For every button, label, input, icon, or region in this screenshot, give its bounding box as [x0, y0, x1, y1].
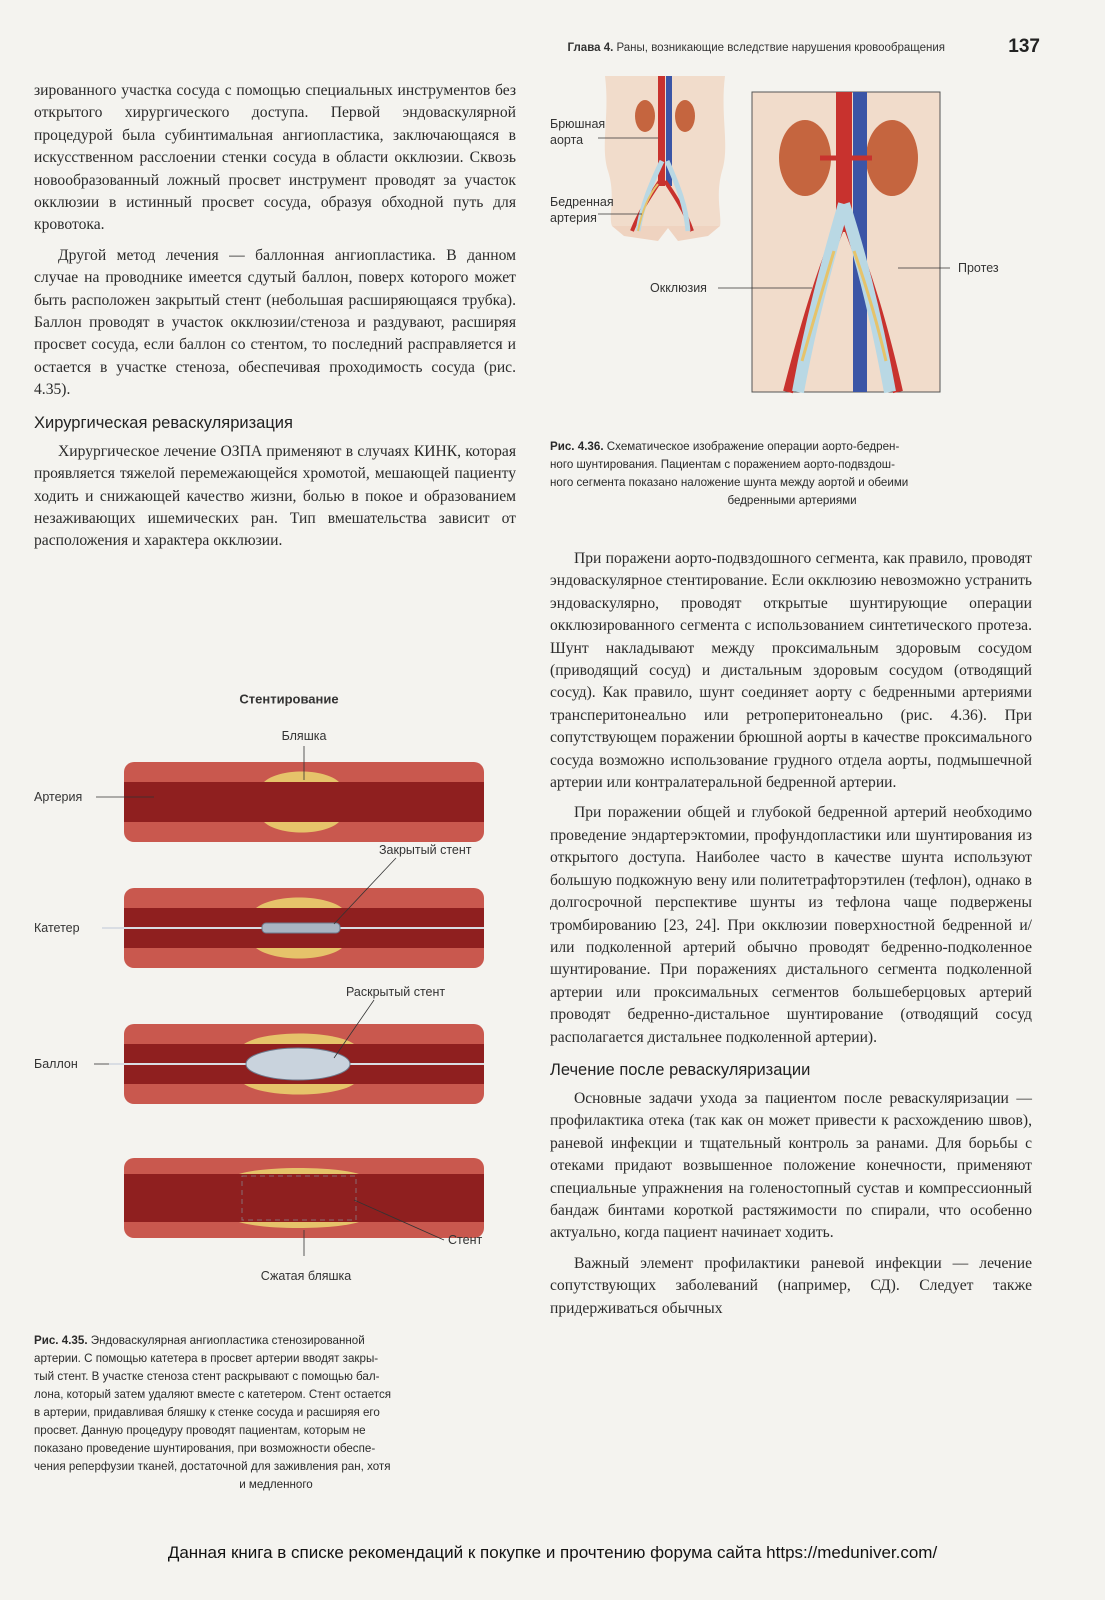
caption-4-35-line-8: чения реперфузии тканей, достаточной для заживления ран, хотя	[34, 1460, 391, 1473]
page-header	[0, 36, 1040, 66]
label-stent: Стент	[448, 1233, 483, 1247]
right-paragraph-1: При поражени аорто-подвздошного сегмента, как правило, проводят эндоваскулярное стентирование. Если окклюзию невозможно устранить эндоваскулярно, проводят открытые шунтирующие операции окклюзированного сегмента с использованием синтетического протеза. Шунт накладывают между проксимальным здоровым сосудом (приводящий сосуд) и дистальным здоровым сосудом (отводящий сосуд). Как правило, шунт соединяет аорту с бедренными артериями трансперитонеально или ретроперитонеально (рис. 4.36). При сопутствующем поражении брюшной аорты в качестве проксимального сосуда возможно использование грудного отдела аорты, подмышечной артерии или контралатеральной бедренной артерии.	[550, 550, 1032, 792]
section-heading-surgical: Хирургическая реваскуляризация	[34, 413, 293, 432]
page-number: 137	[1008, 36, 1040, 57]
caption-4-35-line-3: тый стент. В участке стеноза стент раскрывают с помощью бал-	[34, 1370, 380, 1383]
label-artery: Артерия	[34, 790, 83, 804]
left-paragraph-3: Хирургическое лечение ОЗПА применяют в случаях КИНК, которая проявляется тяжелой перемежающейся хромотой, мешающей пациенту ходить и снижающей качество жизни, болью в покое и образованием незаживающих ишемических ран. Тип вмешательства зависит от расположения и характера окклюзии.	[34, 442, 516, 550]
meduniver-watermark: Данная книга в списке рекомендаций к покупке и прочтению форума сайта https://meduniver.com/	[167, 1543, 938, 1562]
figure-4-36	[550, 76, 1036, 436]
vessel-deployed-stent	[124, 1158, 484, 1238]
figure-4-35	[34, 690, 520, 1310]
caption-4-35-line-5: в артерии, придавливая бляшку к стенке сосуда и расширяя его	[34, 1406, 380, 1419]
caption-4-35-line-7: показано проведение шунтирования, при возможности обеспе-	[34, 1442, 376, 1455]
left-paragraph-1: зированного участка сосуда с помощью специальных инструментов без открытого хирургического доступа. Первой эндоваскулярной процедурой была субинтимальная ангиопластика, заключающаяся в искусственном расслоении стенки сосуда в области окклюзии. Сквозь новообразованный ложный просвет инструмент проводят за участок окклюзии в истинный просвет сосуда, образуя обходной путь для кровотока.	[34, 82, 516, 234]
caption-4-35	[34, 1332, 518, 1494]
left-column	[34, 80, 516, 553]
right-paragraph-4: Важный элемент профилактики раневой инфекции — лечение сопутствующих заболеваний (например, СД). Следует также придерживаться обычных	[550, 1254, 1032, 1317]
caption-4-35-line-2: артерии. С помощью катетера в просвет артерии вводят закры-	[34, 1352, 379, 1365]
label-femoral-artery-2: артерия	[550, 211, 597, 225]
body-inset	[605, 76, 725, 241]
label-compressed-plaque: Сжатая бляшка	[260, 1269, 352, 1283]
label-abdominal-aorta-1: Брюшная	[550, 117, 606, 131]
label-prosthesis: Протез	[958, 261, 999, 275]
label-opened-stent: Раскрытый стент	[346, 985, 446, 999]
section-heading-after-revascularization: Лечение после реваскуляризации	[550, 1060, 811, 1079]
caption-4-36-line-3: ного сегмента показано наложение шунта между аортой и обеими	[550, 476, 909, 489]
label-femoral-artery-1: Бедренная	[550, 195, 614, 209]
running-head: Глава 4. Раны, возникающие вследствие нарушения кровообращения	[567, 42, 945, 54]
left-paragraph-2: Другой метод лечения — баллонная ангиопластика. В данном случае на проводнике имеется сдутый баллон, поверх которого может быть расположен закрытый стент (небольшая расширяющаяся трубка). Баллон проводят в участок окклюзии/стеноза и раздувают, расширяя просвет сосуда, если баллон со стентом, то последний расправляется и остается в участке стеноза, обеспечивая проходимость сосуда (рис. 4.35).	[34, 246, 516, 399]
vessel-closed-stent	[102, 888, 484, 968]
right-column	[550, 548, 1032, 1320]
label-abdominal-aorta-2: аорта	[550, 133, 584, 147]
label-catheter: Катетер	[34, 921, 80, 935]
caption-4-36-line-1: Схематическое изображение операции аорто-бедрен-	[606, 440, 900, 453]
figure-4-35-title: Стентирование	[239, 691, 339, 707]
label-plaque: Бляшка	[281, 729, 327, 743]
caption-4-35-line-4: лона, который затем удаляют вместе с катетером. Стент остается	[34, 1388, 392, 1401]
caption-4-36-line-4: бедренными артериями	[727, 494, 857, 507]
caption-4-36-line-2: ного шунтирования. Пациентам с поражением аорто-подвздош-	[550, 458, 895, 471]
right-paragraph-3: Основные задачи ухода за пациентом после реваскуляризации — профилактика отека (так как он может привести к расхождению швов), раневой инфекции и тщательный контроль за ранами. Для борьбы с отеками придают возвышенное положение конечности, применяют специальные упражнения на голеностопный сустав и компрессионный бандаж бинтами короткой растяжимости по спирали, что особенно актуально, когда пациент начинает ходить.	[550, 1089, 1032, 1242]
caption-4-35-line-6: просвет. Данную процедуру проводят пациентам, которым не	[34, 1424, 366, 1437]
caption-4-36	[550, 438, 1034, 510]
label-balloon: Баллон	[34, 1057, 78, 1071]
label-closed-stent: Закрытый стент	[379, 843, 472, 857]
vessel-balloon-stent	[109, 1024, 484, 1104]
aorto-femoral-illustration	[752, 92, 940, 392]
right-paragraph-2: При поражении общей и глубокой бедренной артерий необходимо проведение эндартерэктомии, профундопластики или шунтирования из открытого доступа. Наиболее часто в качестве шунта используют большую подкожную вену или политетрафторэтилен (тефлон), однако в долгосрочной перспективе шунты из тефлона чаще подвержены тромбированию [23, 24]. При окклюзии поверхностной бедренной и/или подколенной артерий обычно проводят бедренно-подколенное шунтирование. При поражениях дистального сегмента подколенной артерии или проксимальных сегментов большеберцовых артерий проводят бедренно-дистальное шунтирование (отводящий сосуд располагается дистальнее подколенной артерии).	[550, 804, 1032, 1046]
caption-4-35-line-9: и медленного	[239, 1478, 313, 1491]
caption-4-36-label: Рис. 4.36.	[550, 440, 604, 453]
caption-4-35-line-1: Эндоваскулярная ангиопластика стенозированной	[90, 1334, 365, 1347]
label-occlusion: Окклюзия	[650, 281, 707, 295]
caption-4-35-label: Рис. 4.35.	[34, 1334, 88, 1347]
